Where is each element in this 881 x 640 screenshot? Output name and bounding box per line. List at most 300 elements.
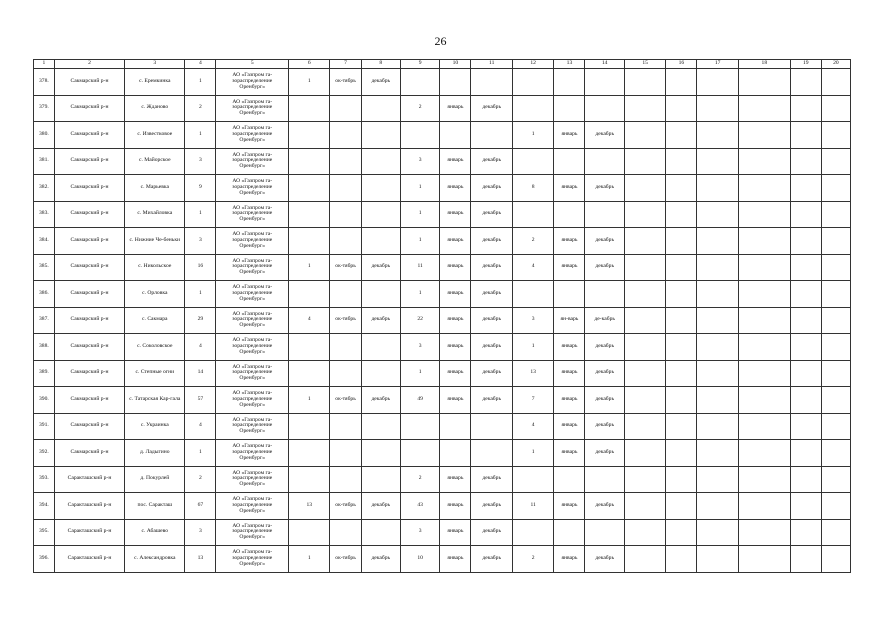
table-row <box>34 360 851 387</box>
col18-cell <box>738 254 790 281</box>
organization-line: АО «Газпром га- <box>232 443 273 450</box>
col8-cell <box>361 175 400 202</box>
col9-cell: 3 <box>400 519 439 546</box>
col18-cell <box>738 546 790 573</box>
col18-cell <box>738 466 790 493</box>
col9-cell: 1 <box>400 175 439 202</box>
col13-cell: январь <box>554 360 585 387</box>
col12-cell: 13 <box>512 360 553 387</box>
col16-cell <box>666 493 697 520</box>
col14-cell: де-кабрь <box>585 307 624 334</box>
col13-cell <box>554 519 585 546</box>
col20-cell <box>821 307 850 334</box>
column-header-3: 3 <box>125 60 185 69</box>
col14-cell: декабрь <box>585 175 624 202</box>
row-number-cell: 385. <box>34 254 55 281</box>
organization-line: Оренбург» <box>239 534 266 541</box>
col20-cell <box>821 546 850 573</box>
col11-cell: декабрь <box>471 175 512 202</box>
count-cell: 16 <box>185 254 216 281</box>
col12-cell: 11 <box>512 493 553 520</box>
col11-cell: декабрь <box>471 281 512 308</box>
col6-cell <box>289 228 330 255</box>
organization-line: зораспределение <box>232 475 273 482</box>
col16-cell <box>666 360 697 387</box>
column-header-17: 17 <box>697 60 738 69</box>
col12-cell: 1 <box>512 334 553 361</box>
organization-cell <box>216 175 289 202</box>
settlement-cell: с. Соколовское <box>125 334 185 361</box>
row-number-cell: 383. <box>34 201 55 228</box>
column-header-18: 18 <box>738 60 790 69</box>
organization-line: зораспределение <box>232 422 273 429</box>
table-row <box>34 175 851 202</box>
col15-cell <box>624 175 665 202</box>
organization-line: АО «Газпром га- <box>232 469 273 476</box>
organization-line: зораспределение <box>232 342 273 349</box>
column-header-12: 12 <box>512 60 553 69</box>
col14-cell: декабрь <box>585 493 624 520</box>
col6-cell: 13 <box>289 493 330 520</box>
col15-cell <box>624 69 665 96</box>
column-header-5: 5 <box>216 60 289 69</box>
col15-cell <box>624 281 665 308</box>
col7-cell <box>330 334 361 361</box>
col15-cell <box>624 387 665 414</box>
settlement-cell: с. Никольское <box>125 254 185 281</box>
col8-cell <box>361 413 400 440</box>
col11-cell <box>471 440 512 467</box>
col17-cell <box>697 148 738 175</box>
col17-cell <box>697 360 738 387</box>
col14-cell: декабрь <box>585 440 624 467</box>
col18-cell <box>738 228 790 255</box>
organization-cell <box>216 546 289 573</box>
col6-cell: 1 <box>289 546 330 573</box>
organization-line: Оренбург» <box>239 322 266 329</box>
col6-cell <box>289 360 330 387</box>
organization-line: Оренбург» <box>239 269 266 276</box>
col10-cell: январь <box>440 95 471 122</box>
col20-cell <box>821 519 850 546</box>
column-header-13: 13 <box>554 60 585 69</box>
page-number: 26 <box>434 34 447 48</box>
col19-cell <box>790 360 821 387</box>
col11-cell: декабрь <box>471 387 512 414</box>
col10-cell: январь <box>440 281 471 308</box>
col12-cell <box>512 519 553 546</box>
settlement-cell: с. Нижние Че-беньки <box>125 228 185 255</box>
col10-cell: январь <box>440 466 471 493</box>
col20-cell <box>821 360 850 387</box>
col15-cell <box>624 254 665 281</box>
organization-cell <box>216 201 289 228</box>
col14-cell <box>585 466 624 493</box>
district-cell: Сакмарский р-н <box>54 307 125 334</box>
count-cell: 1 <box>185 440 216 467</box>
col13-cell: январь <box>554 122 585 149</box>
column-header-4: 4 <box>185 60 216 69</box>
col7-cell: ок-тябрь <box>330 69 361 96</box>
organization-line: зораспределение <box>232 157 273 164</box>
count-cell: 3 <box>185 519 216 546</box>
col19-cell <box>790 307 821 334</box>
col7-cell <box>330 466 361 493</box>
col8-cell: декабрь <box>361 254 400 281</box>
col18-cell <box>738 201 790 228</box>
col9-cell: 2 <box>400 466 439 493</box>
col10-cell <box>440 122 471 149</box>
col20-cell <box>821 493 850 520</box>
col20-cell <box>821 281 850 308</box>
col6-cell <box>289 466 330 493</box>
row-number-cell: 389. <box>34 360 55 387</box>
col9-cell: 11 <box>400 254 439 281</box>
col8-cell <box>361 281 400 308</box>
col20-cell <box>821 95 850 122</box>
organization-line: АО «Газпром га- <box>232 549 273 556</box>
col14-cell: декабрь <box>585 254 624 281</box>
col19-cell <box>790 546 821 573</box>
organization-line: АО «Газпром га- <box>232 125 273 132</box>
col10-cell: январь <box>440 519 471 546</box>
col9-cell: 1 <box>400 201 439 228</box>
col14-cell: декабрь <box>585 387 624 414</box>
col12-cell: 1 <box>512 122 553 149</box>
col7-cell <box>330 122 361 149</box>
organization-line: АО «Газпром га- <box>232 337 273 344</box>
gasification-schedule-table <box>33 59 851 573</box>
col9-cell: 2 <box>400 95 439 122</box>
organization-line: Оренбург» <box>239 375 266 382</box>
col9-cell <box>400 440 439 467</box>
organization-cell <box>216 440 289 467</box>
col6-cell <box>289 201 330 228</box>
col18-cell <box>738 69 790 96</box>
col19-cell <box>790 387 821 414</box>
count-cell: 4 <box>185 413 216 440</box>
col17-cell <box>697 228 738 255</box>
col18-cell <box>738 440 790 467</box>
organization-line: Оренбург» <box>239 560 266 567</box>
col17-cell <box>697 122 738 149</box>
table-row <box>34 519 851 546</box>
col9-cell: 1 <box>400 228 439 255</box>
count-cell: 3 <box>185 228 216 255</box>
organization-line: зораспределение <box>232 263 273 270</box>
row-number-cell: 394. <box>34 493 55 520</box>
organization-cell <box>216 360 289 387</box>
settlement-cell: д. Ладыгино <box>125 440 185 467</box>
organization-line: АО «Газпром га- <box>232 363 273 370</box>
col14-cell: декабрь <box>585 546 624 573</box>
row-number-cell: 392. <box>34 440 55 467</box>
col16-cell <box>666 334 697 361</box>
col9-cell: 3 <box>400 334 439 361</box>
column-header-2: 2 <box>54 60 125 69</box>
col16-cell <box>666 281 697 308</box>
col11-cell: декабрь <box>471 201 512 228</box>
settlement-cell: д. Покурлей <box>125 466 185 493</box>
organization-line: зораспределение <box>232 395 273 402</box>
col6-cell <box>289 281 330 308</box>
col17-cell <box>697 466 738 493</box>
row-number-cell: 388. <box>34 334 55 361</box>
organization-line: АО «Газпром га- <box>232 310 273 317</box>
col19-cell <box>790 175 821 202</box>
col20-cell <box>821 228 850 255</box>
col9-cell: 1 <box>400 281 439 308</box>
organization-line: зораспределение <box>232 316 273 323</box>
column-header-10: 10 <box>440 60 471 69</box>
row-number-cell: 379. <box>34 95 55 122</box>
col12-cell <box>512 148 553 175</box>
col12-cell <box>512 466 553 493</box>
organization-line: АО «Газпром га- <box>232 151 273 158</box>
col7-cell: ок-тябрь <box>330 387 361 414</box>
organization-line: зораспределение <box>232 236 273 243</box>
organization-cell <box>216 413 289 440</box>
organization-line: зораспределение <box>232 77 273 84</box>
col15-cell <box>624 466 665 493</box>
count-cell: 9 <box>185 175 216 202</box>
col7-cell: ок-тябрь <box>330 493 361 520</box>
col19-cell <box>790 440 821 467</box>
col20-cell <box>821 334 850 361</box>
col16-cell <box>666 228 697 255</box>
col12-cell <box>512 69 553 96</box>
column-header-7: 7 <box>330 60 361 69</box>
settlement-cell: с. Еремкинка <box>125 69 185 96</box>
district-cell: Саракташский р-н <box>54 466 125 493</box>
col18-cell <box>738 413 790 440</box>
col8-cell <box>361 519 400 546</box>
col15-cell <box>624 493 665 520</box>
col11-cell <box>471 122 512 149</box>
col17-cell <box>697 519 738 546</box>
col17-cell <box>697 281 738 308</box>
col8-cell <box>361 201 400 228</box>
col15-cell <box>624 201 665 228</box>
col12-cell: 1 <box>512 440 553 467</box>
col7-cell <box>330 281 361 308</box>
col14-cell: декабрь <box>585 413 624 440</box>
district-cell: Саракташский р-н <box>54 519 125 546</box>
col18-cell <box>738 175 790 202</box>
row-number-cell: 395. <box>34 519 55 546</box>
col18-cell <box>738 519 790 546</box>
column-header-8: 8 <box>361 60 400 69</box>
col12-cell: 4 <box>512 254 553 281</box>
col7-cell <box>330 148 361 175</box>
col12-cell: 8 <box>512 175 553 202</box>
col9-cell <box>400 122 439 149</box>
count-cell: 4 <box>185 334 216 361</box>
col17-cell <box>697 69 738 96</box>
col16-cell <box>666 148 697 175</box>
organization-line: Оренбург» <box>239 163 266 170</box>
col18-cell <box>738 281 790 308</box>
organization-line: зораспределение <box>232 448 273 455</box>
col14-cell <box>585 519 624 546</box>
col15-cell <box>624 519 665 546</box>
col20-cell <box>821 440 850 467</box>
col10-cell: январь <box>440 148 471 175</box>
table-row <box>34 546 851 573</box>
count-cell: 67 <box>185 493 216 520</box>
col14-cell <box>585 148 624 175</box>
col9-cell <box>400 69 439 96</box>
col15-cell <box>624 334 665 361</box>
count-cell: 14 <box>185 360 216 387</box>
col15-cell <box>624 228 665 255</box>
row-number-cell: 382. <box>34 175 55 202</box>
settlement-cell: с. Александровка <box>125 546 185 573</box>
col8-cell <box>361 466 400 493</box>
organization-line: АО «Газпром га- <box>232 284 273 291</box>
district-cell: Сакмарский р-н <box>54 334 125 361</box>
col12-cell: 3 <box>512 307 553 334</box>
col16-cell <box>666 387 697 414</box>
count-cell: 57 <box>185 387 216 414</box>
organization-line: Оренбург» <box>239 216 266 223</box>
organization-cell <box>216 148 289 175</box>
col8-cell: декабрь <box>361 387 400 414</box>
col16-cell <box>666 440 697 467</box>
organization-line: АО «Газпром га- <box>232 496 273 503</box>
col9-cell: 3 <box>400 148 439 175</box>
count-cell: 13 <box>185 546 216 573</box>
organization-cell <box>216 95 289 122</box>
column-header-16: 16 <box>666 60 697 69</box>
col12-cell <box>512 201 553 228</box>
col10-cell <box>440 440 471 467</box>
table-row <box>34 201 851 228</box>
settlement-cell: с. Михайловка <box>125 201 185 228</box>
col8-cell <box>361 440 400 467</box>
col6-cell: 4 <box>289 307 330 334</box>
column-header-15: 15 <box>624 60 665 69</box>
col8-cell: декабрь <box>361 546 400 573</box>
col6-cell: 1 <box>289 387 330 414</box>
col13-cell: январь <box>554 334 585 361</box>
organization-cell <box>216 307 289 334</box>
col6-cell <box>289 334 330 361</box>
col19-cell <box>790 122 821 149</box>
col10-cell: январь <box>440 360 471 387</box>
row-number-cell: 396. <box>34 546 55 573</box>
col16-cell <box>666 69 697 96</box>
organization-line: зораспределение <box>232 501 273 508</box>
col19-cell <box>790 254 821 281</box>
column-header-1: 1 <box>34 60 55 69</box>
district-cell: Сакмарский р-н <box>54 254 125 281</box>
col17-cell <box>697 440 738 467</box>
settlement-cell: с. Майорское <box>125 148 185 175</box>
table-row <box>34 493 851 520</box>
col12-cell: 2 <box>512 228 553 255</box>
col7-cell: ок-тябрь <box>330 254 361 281</box>
col8-cell <box>361 122 400 149</box>
table-row <box>34 413 851 440</box>
col7-cell <box>330 175 361 202</box>
col17-cell <box>697 307 738 334</box>
col10-cell: январь <box>440 228 471 255</box>
col13-cell: январь <box>554 387 585 414</box>
district-cell: Сакмарский р-н <box>54 148 125 175</box>
col15-cell <box>624 307 665 334</box>
organization-line: АО «Газпром га- <box>232 522 273 529</box>
col8-cell <box>361 228 400 255</box>
col19-cell <box>790 148 821 175</box>
row-number-cell: 387. <box>34 307 55 334</box>
settlement-cell: с. Сакмара <box>125 307 185 334</box>
col13-cell <box>554 95 585 122</box>
col11-cell: декабрь <box>471 360 512 387</box>
col15-cell <box>624 95 665 122</box>
col17-cell <box>697 387 738 414</box>
district-cell: Сакмарский р-н <box>54 175 125 202</box>
col20-cell <box>821 69 850 96</box>
col14-cell <box>585 281 624 308</box>
col16-cell <box>666 95 697 122</box>
count-cell: 1 <box>185 122 216 149</box>
col11-cell: декабрь <box>471 466 512 493</box>
col17-cell <box>697 201 738 228</box>
organization-line: зораспределение <box>232 289 273 296</box>
col14-cell: декабрь <box>585 122 624 149</box>
organization-line: зораспределение <box>232 130 273 137</box>
district-cell: Сакмарский р-н <box>54 95 125 122</box>
col14-cell <box>585 201 624 228</box>
col13-cell <box>554 281 585 308</box>
col7-cell <box>330 95 361 122</box>
column-header-20: 20 <box>821 60 850 69</box>
district-cell: Сакмарский р-н <box>54 360 125 387</box>
col18-cell <box>738 387 790 414</box>
col16-cell <box>666 175 697 202</box>
column-header-14: 14 <box>585 60 624 69</box>
organization-line: АО «Газпром га- <box>232 72 273 79</box>
col7-cell <box>330 228 361 255</box>
col9-cell: 49 <box>400 387 439 414</box>
col17-cell <box>697 95 738 122</box>
col10-cell: январь <box>440 387 471 414</box>
col10-cell: январь <box>440 493 471 520</box>
settlement-cell: пос. Саракташ <box>125 493 185 520</box>
col13-cell: ян-варь <box>554 307 585 334</box>
row-number-cell: 384. <box>34 228 55 255</box>
table-row <box>34 387 851 414</box>
table-row <box>34 69 851 96</box>
col8-cell: декабрь <box>361 69 400 96</box>
col19-cell <box>790 69 821 96</box>
col7-cell: ок-тябрь <box>330 307 361 334</box>
col6-cell <box>289 148 330 175</box>
table-body <box>34 69 851 573</box>
col8-cell <box>361 360 400 387</box>
col15-cell <box>624 413 665 440</box>
col16-cell <box>666 122 697 149</box>
col11-cell: декабрь <box>471 95 512 122</box>
col8-cell: декабрь <box>361 307 400 334</box>
organization-line: АО «Газпром га- <box>232 98 273 105</box>
table-row <box>34 228 851 255</box>
organization-cell <box>216 254 289 281</box>
district-cell: Сакмарский р-н <box>54 281 125 308</box>
count-cell: 3 <box>185 148 216 175</box>
row-number-cell: 390. <box>34 387 55 414</box>
